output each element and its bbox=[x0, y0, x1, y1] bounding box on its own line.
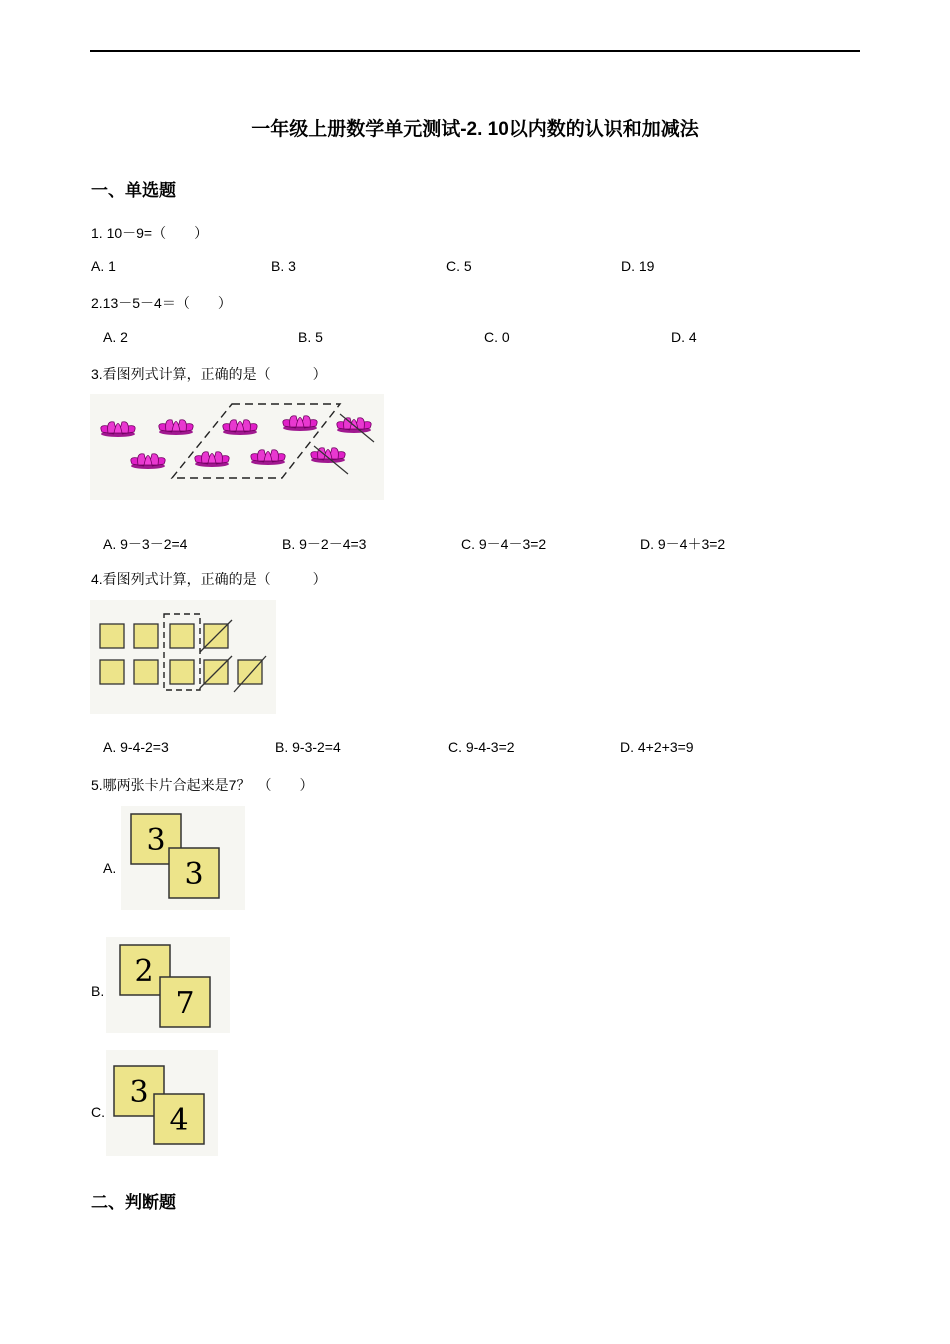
card-number: 7 bbox=[175, 986, 195, 1021]
question-4-stem: 4.看图列式计算，正确的是（ ） bbox=[91, 571, 327, 587]
header-rule bbox=[90, 50, 860, 52]
question-3-option-b[interactable]: B. 9－2－4=3 bbox=[282, 536, 367, 552]
question-5-option-c[interactable]: C. bbox=[91, 1104, 105, 1120]
card-number: 3 bbox=[146, 823, 166, 858]
question-4-option-d[interactable]: D. 4+2+3=9 bbox=[620, 739, 694, 755]
question-1-option-a[interactable]: A. 1 bbox=[91, 258, 116, 274]
squares-figure bbox=[90, 600, 276, 714]
question-2-option-c[interactable]: C. 0 bbox=[484, 329, 510, 345]
question-1-option-d[interactable]: D. 19 bbox=[621, 258, 655, 274]
question-2-option-d[interactable]: D. 4 bbox=[671, 329, 697, 345]
card-number: 2 bbox=[134, 954, 154, 989]
question-3-option-c[interactable]: C. 9－4－3=2 bbox=[461, 536, 547, 552]
square-icon bbox=[100, 660, 124, 684]
question-5-stem: 5.哪两张卡片合起来是7？ （ ） bbox=[91, 777, 314, 793]
section-heading-single-choice: 一、单选题 bbox=[91, 181, 176, 200]
question-2-option-b[interactable]: B. 5 bbox=[298, 329, 323, 345]
question-5-option-b[interactable]: B. bbox=[91, 983, 105, 999]
lotus-flowers-figure bbox=[90, 394, 384, 500]
question-3-option-a[interactable]: A. 9－3－2=4 bbox=[103, 536, 188, 552]
square-icon bbox=[170, 624, 194, 648]
question-2-stem: 2.13－5－4＝（ ） bbox=[91, 295, 232, 311]
question-3-option-d[interactable]: D. 9－4＋3=2 bbox=[640, 536, 726, 552]
square-icon bbox=[134, 660, 158, 684]
question-1-stem: 1. 10－9=（ ） bbox=[91, 225, 209, 241]
question-4-option-b[interactable]: B. 9-3-2=4 bbox=[275, 739, 341, 755]
question-4-option-a[interactable]: A. 9-4-2=3 bbox=[103, 739, 169, 755]
question-1-option-b[interactable]: B. 3 bbox=[271, 258, 296, 274]
square-icon bbox=[100, 624, 124, 648]
question-5-option-a[interactable]: A. bbox=[103, 860, 117, 876]
square-icon bbox=[134, 624, 158, 648]
square-icon bbox=[170, 660, 194, 684]
question-1-option-c[interactable]: C. 5 bbox=[446, 258, 472, 274]
question-4-option-c[interactable]: C. 9-4-3=2 bbox=[448, 739, 515, 755]
card-number: 3 bbox=[184, 857, 204, 892]
question-2-option-a[interactable]: A. 2 bbox=[103, 329, 128, 345]
card-pair-b[interactable] bbox=[106, 937, 230, 1033]
page-title: 一年级上册数学单元测试-2. 10以内数的认识和加减法 bbox=[251, 119, 699, 140]
card-number: 3 bbox=[129, 1075, 149, 1110]
card-pair-a[interactable] bbox=[121, 806, 245, 910]
card-number: 4 bbox=[169, 1103, 189, 1138]
section-heading-true-false: 二、判断题 bbox=[91, 1193, 176, 1212]
card-pair-c[interactable] bbox=[106, 1050, 218, 1156]
question-3-stem: 3.看图列式计算，正确的是（ ） bbox=[91, 366, 327, 382]
